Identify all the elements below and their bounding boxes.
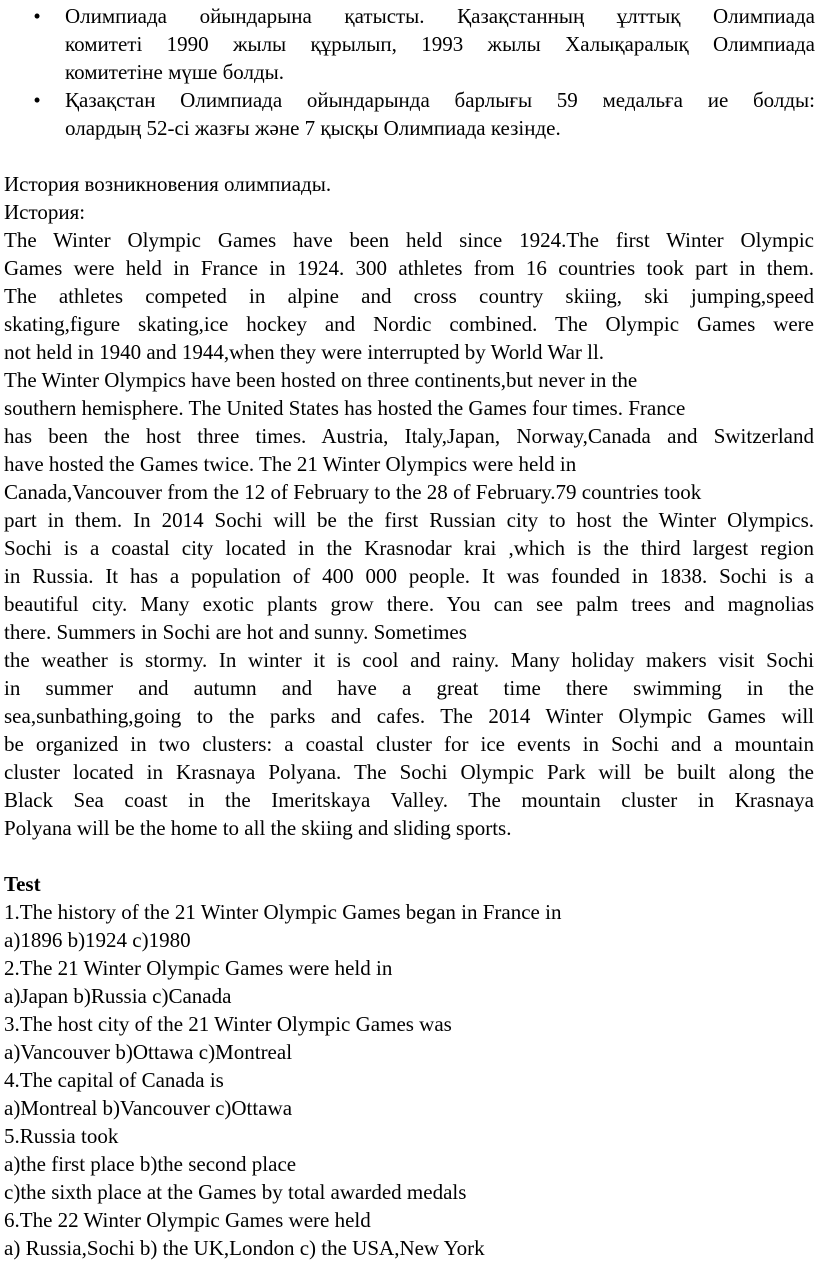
test-options: a)Vancouver b)Ottawa c)Montreal: [4, 1040, 293, 1064]
body-line: not held in 1940 and 1944,when they were interrupted by World War ll.: [4, 340, 605, 364]
body-line: skating,figure skating,ice hockey and Nordic combined. The Olympic Games were: [4, 312, 814, 336]
test-options: a)1896 b)1924 c)1980: [4, 928, 191, 952]
body-line: part in them. In 2014 Sochi will be the first Russian city to host the Winter Olympics.: [4, 508, 814, 532]
test-options: c)the sixth place at the Games by total awarded medals: [4, 1180, 467, 1204]
bullet-line: комитеті 1990 жылы құрылып, 1993 жылы Халықаралық Олимпиада: [65, 32, 815, 56]
body-line: in Russia. It has a population of 400 000 people. It was founded in 1838. Sochi is a: [4, 564, 814, 588]
test-question: 2.The 21 Winter Olympic Games were held in: [4, 956, 393, 980]
bullet-line: Қазақстан Олимпиада ойындарында барлығы 59 медальға ие болды:: [65, 88, 815, 112]
bullet-marker: •: [33, 4, 41, 28]
body-line: cluster located in Krasnaya Polyana. The Sochi Olympic Park will be built along the: [4, 760, 814, 784]
body-line: The athletes competed in alpine and cross country skiing, ski jumping,speed: [4, 284, 814, 308]
body-line: the weather is stormy. In winter it is cool and rainy. Many holiday makers visit Sochi: [4, 648, 814, 672]
body-line: has been the host three times. Austria, Italy,Japan, Norway,Canada and Switzerland: [4, 424, 814, 448]
test-options: a)the first place b)the second place: [4, 1152, 297, 1176]
test-question: 6.The 22 Winter Olympic Games were held: [4, 1208, 371, 1232]
test-options: a)Montreal b)Vancouver c)Ottawa: [4, 1096, 293, 1120]
body-line: The Winter Olympic Games have been held since 1924.The first Winter Olympic: [4, 228, 814, 252]
test-question: 4.The capital of Canada is: [4, 1068, 224, 1092]
body-line: have hosted the Games twice. The 21 Winter Olympics were held in: [4, 452, 577, 476]
test-heading: Test: [4, 872, 41, 896]
body-line: Sochi is a coastal city located in the Krasnodar krai ,which is the third largest region: [4, 536, 814, 560]
history-heading: История возникновения олимпиады.: [4, 172, 332, 196]
bullet-line: Олимпиада ойындарына қатысты. Қазақстанның ұлттық Олимпиада: [65, 4, 815, 28]
test-question: 5.Russia took: [4, 1124, 119, 1148]
test-question: 3.The host city of the 21 Winter Olympic Games was: [4, 1012, 452, 1036]
body-line: sea,sunbathing,going to the parks and cafes. The 2014 Winter Olympic Games will: [4, 704, 814, 728]
body-line: there. Summers in Sochi are hot and sunny. Sometimes: [4, 620, 467, 644]
bullet-marker: •: [33, 88, 41, 112]
body-line: southern hemisphere. The United States has hosted the Games four times. France: [4, 396, 686, 420]
test-question: 1.The history of the 21 Winter Olympic Games began in France in: [4, 900, 562, 924]
body-line: in summer and autumn and have a great time there swimming in the: [4, 676, 814, 700]
test-options: a) Russia,Sochi b) the UK,London c) the USA,New York: [4, 1236, 485, 1260]
bullet-line: олардың 52-сі жазғы және 7 қысқы Олимпиада кезінде.: [65, 116, 561, 140]
body-line: be organized in two clusters: a coastal cluster for ice events in Sochi and a mountain: [4, 732, 814, 756]
body-line: Canada,Vancouver from the 12 of February to the 28 of February.79 countries took: [4, 480, 702, 504]
bullet-line: комитетіне мүше болды.: [65, 60, 285, 84]
body-line: Polyana will be the home to all the skiing and sliding sports.: [4, 816, 512, 840]
body-line: beautiful city. Many exotic plants grow there. You can see palm trees and magnolias: [4, 592, 814, 616]
test-options: a)Japan b)Russia c)Canada: [4, 984, 232, 1008]
body-line: Games were held in France in 1924. 300 athletes from 16 countries took part in them.: [4, 256, 814, 280]
history-label: История:: [4, 200, 86, 224]
body-line: Black Sea coast in the Imeritskaya Valley. The mountain cluster in Krasnaya: [4, 788, 814, 812]
body-line: The Winter Olympics have been hosted on three continents,but never in the: [4, 368, 638, 392]
